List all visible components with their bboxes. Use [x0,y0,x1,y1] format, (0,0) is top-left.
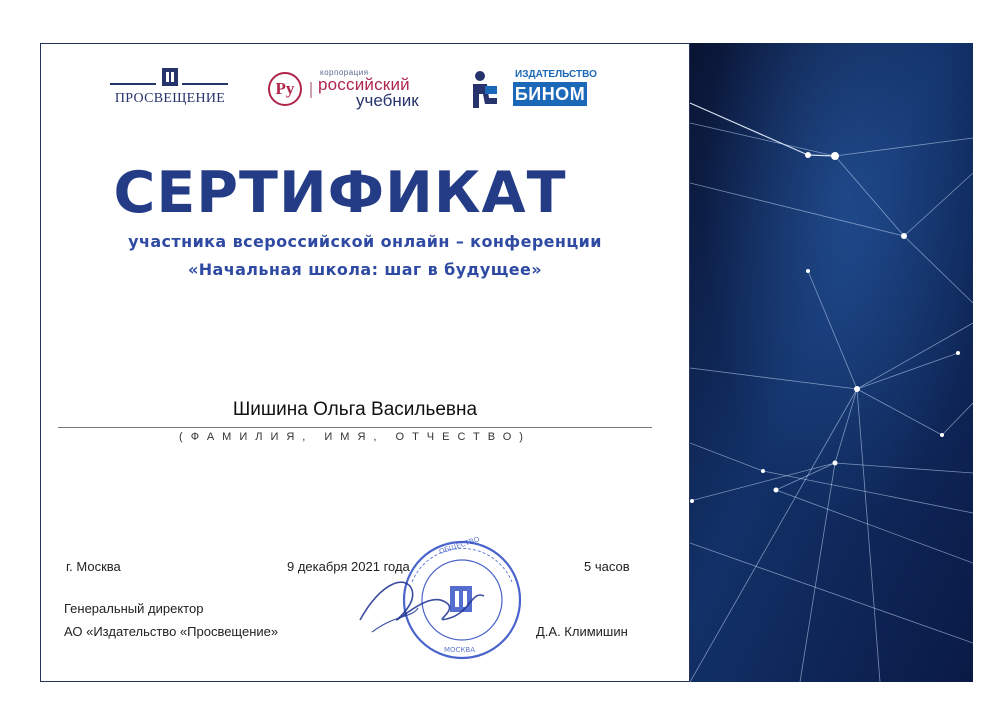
issue-date: 9 декабря 2021 года [287,559,410,574]
network-lines-graphic [690,43,973,682]
decorative-network-panel [690,43,973,682]
ru-line2: учебник [356,91,419,110]
russkiy-uchebnik-logo [268,68,438,112]
prosveshchenie-mark-icon [160,67,180,87]
city: г. Москва [66,559,121,574]
logo-rule-left [110,83,156,85]
name-underline [58,427,652,428]
certificate-subtitle-line2: «Начальная школа: шаг в будущее» [187,260,543,279]
binom-publisher: ИЗДАТЕЛЬСТВО [515,69,597,80]
svg-text:МОСКВА: МОСКВА [444,646,475,654]
certificate-title: СЕРТИФИКАТ [113,160,567,226]
binom-logo [463,68,597,112]
ru-circle-icon: Ру [268,72,302,106]
signer-role-line1: Генеральный директор [64,601,204,616]
reader-figure-icon [463,68,505,110]
ru-small-caption: корпорация [320,68,369,77]
participant-name: Шишина Ольга Васильевна [232,399,478,420]
svg-text:ОБЩЕСТВО: ОБЩЕСТВО [438,535,481,556]
prosveshchenie-name: ПРОСВЕЩЕНИЕ [114,91,226,106]
logo-rule-right [182,83,228,85]
signer-name: Д.А. Климишин [536,624,628,639]
logo-separator [310,82,312,98]
signer-role-line2: АО «Издательство «Просвещение» [64,624,279,639]
stamp-emblem-icon [450,586,472,612]
name-hint: (ФАМИЛИЯ, ИМЯ, ОТЧЕСТВО) [179,431,531,443]
binom-name: БИНОМ [514,84,586,104]
ru-line1: российский [318,75,410,94]
prosveshchenie-logo [110,67,230,109]
official-stamp [352,520,532,670]
hours: 5 часов [584,559,630,574]
certificate-subtitle-line1: участника всероссийской онлайн – конференции [128,232,602,251]
